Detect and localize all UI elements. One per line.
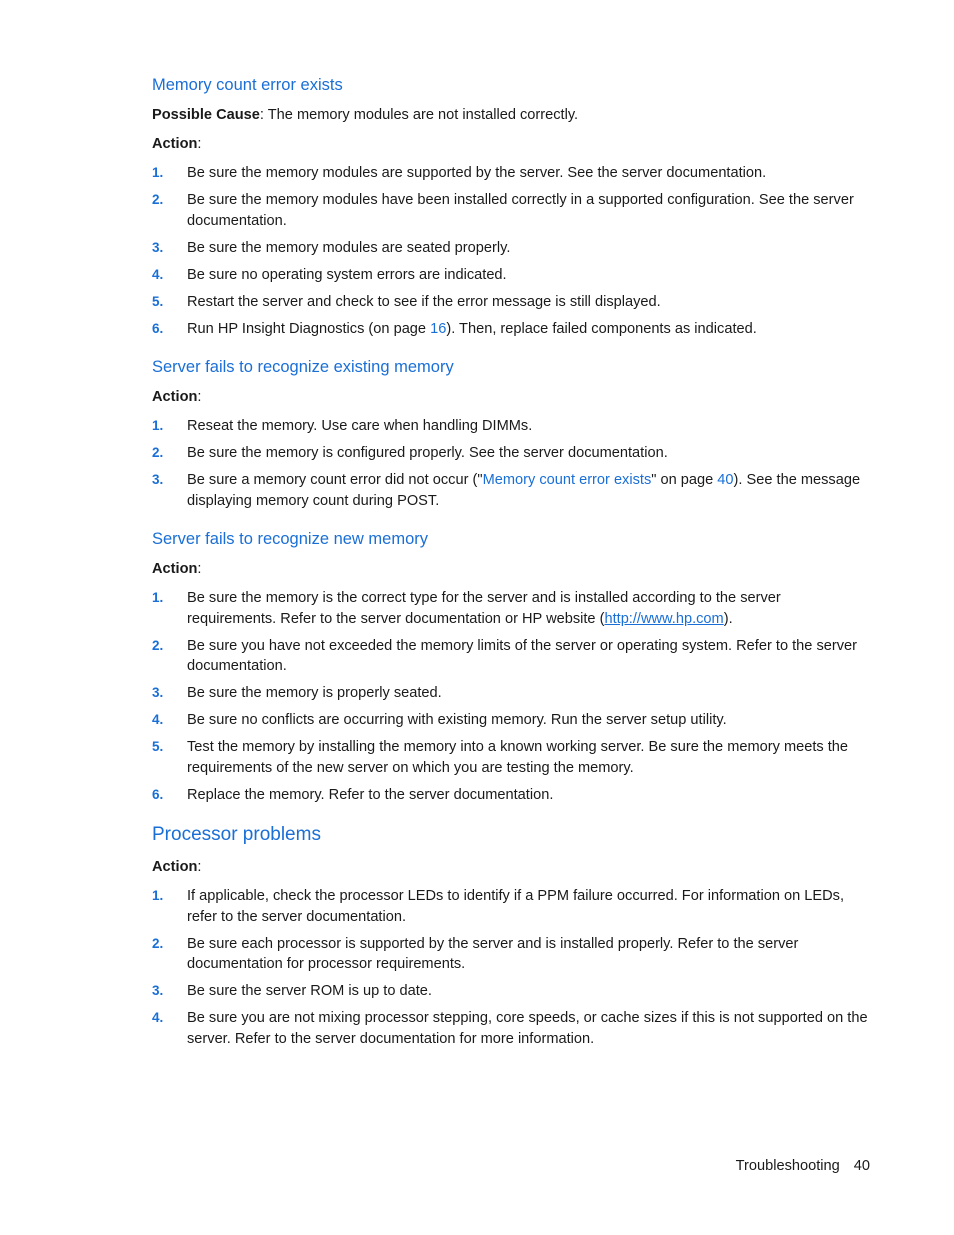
section-existing-memory <box>152 356 872 511</box>
action-label-line <box>152 134 872 154</box>
page-link-40[interactable]: 40 <box>717 472 734 488</box>
page-link-16[interactable]: 16 <box>430 320 447 337</box>
step-number: 6. <box>152 786 164 802</box>
step-text: Be sure no conflicts are occurring with existing memory. Run the server setup utility. <box>187 712 727 728</box>
step-text: Replace the memory. Refer to the server documentation. <box>187 786 554 803</box>
steps-list <box>152 886 872 1049</box>
colon: : <box>197 859 202 875</box>
possible-cause <box>152 105 872 125</box>
action-label: Action <box>152 389 198 405</box>
step-text-post: ). <box>723 610 733 627</box>
list-item <box>152 934 872 975</box>
step-number: 3. <box>152 685 164 700</box>
list-item <box>152 443 872 464</box>
xref-link-memory-count[interactable]: Memory count error exists <box>482 472 652 488</box>
step-number: 5. <box>152 293 164 309</box>
list-item <box>152 981 872 1002</box>
step-number: 2. <box>152 445 164 460</box>
step-text-mid: " on page <box>651 472 718 488</box>
step-number: 4. <box>152 266 164 282</box>
section-heading: Server fails to recognize existing memory <box>152 358 454 376</box>
list-item <box>152 238 872 259</box>
step-text-pre: Be sure the memory is the correct type for the server and is installed according to the server requirements. Refer to the server documentation or HP website ( <box>187 590 781 627</box>
list-item <box>152 636 872 677</box>
cause-label: Possible Cause <box>152 107 260 123</box>
list-item <box>152 886 872 927</box>
step-number: 3. <box>152 983 164 998</box>
action-label-line <box>152 857 872 877</box>
page-footer <box>736 1158 870 1174</box>
step-number: 6. <box>152 320 164 336</box>
step-text: Be sure you are not mixing processor stepping, core speeds, or cache sizes if this is not supported on the server. Refer to the server documentation for more information. <box>187 1010 868 1047</box>
document-page <box>152 74 872 1066</box>
list-item <box>152 710 872 731</box>
step-number: 1. <box>152 418 164 433</box>
step-text: Be sure the memory modules are supported by the server. See the server documentation. <box>187 165 767 181</box>
colon: : <box>197 136 202 152</box>
list-item <box>152 683 872 704</box>
section-memory-count-error <box>152 74 872 339</box>
hp-website-link[interactable]: http://www.hp.com <box>604 610 724 627</box>
list-item <box>152 737 872 778</box>
step-text: Restart the server and check to see if the error message is still displayed. <box>187 293 661 310</box>
action-label: Action <box>152 561 198 577</box>
cause-text: : The memory modules are not installed correctly. <box>259 107 579 123</box>
steps-list <box>152 163 872 339</box>
step-text: Be sure each processor is supported by the server and is installed properly. Refer to the server documentation for processor requirements. <box>187 935 799 972</box>
step-number: 2. <box>152 935 164 951</box>
list-item <box>152 416 872 437</box>
list-item <box>152 292 872 313</box>
action-label-line <box>152 387 872 407</box>
step-text: Be sure the memory modules are seated properly. <box>187 239 511 256</box>
list-item <box>152 470 872 511</box>
step-text: Be sure no operating system errors are indicated. <box>187 266 507 283</box>
section-new-memory <box>152 528 872 805</box>
list-item <box>152 785 872 806</box>
footer-section-title: Troubleshooting <box>735 1158 840 1174</box>
step-number: 3. <box>152 472 164 487</box>
step-text: If applicable, check the processor LEDs to identify if a PPM failure occurred. For information on LEDs, refer to the server documentation. <box>187 888 845 925</box>
steps-list <box>152 588 872 805</box>
list-item <box>152 163 872 184</box>
section-heading: Processor problems <box>152 824 321 845</box>
step-number: 4. <box>152 1010 164 1025</box>
step-text: Be sure the server ROM is up to date. <box>187 983 432 999</box>
list-item <box>152 319 872 340</box>
step-number: 1. <box>152 888 164 903</box>
action-label-line <box>152 559 872 579</box>
section-heading: Server fails to recognize new memory <box>152 530 429 548</box>
step-text-pre: Run HP Insight Diagnostics (on page <box>187 320 431 337</box>
step-text: Reseat the memory. Use care when handling DIMMs. <box>187 418 533 434</box>
step-number: 3. <box>152 239 164 255</box>
step-text: Be sure the memory modules have been installed correctly in a supported configuration. See the server documentation. <box>187 192 854 229</box>
action-label: Action <box>152 859 198 875</box>
list-item <box>152 190 872 231</box>
step-number: 2. <box>152 192 164 207</box>
colon: : <box>197 389 202 405</box>
steps-list <box>152 416 872 511</box>
action-label: Action <box>152 136 198 152</box>
page-number: 40 <box>853 1158 870 1174</box>
colon: : <box>197 561 202 577</box>
step-number: 4. <box>152 712 164 727</box>
step-text-post: ). Then, replace failed components as indicated. <box>446 320 757 337</box>
step-number: 2. <box>152 637 164 653</box>
section-heading: Memory count error exists <box>152 76 343 94</box>
step-text: Be sure the memory is configured properly. See the server documentation. <box>187 445 668 461</box>
step-text: Test the memory by installing the memory into a known working server. Be sure the memory meets the requirements of the new server on which you are testing the memory. <box>187 739 849 776</box>
step-text-post: ). See the message displaying memory count during POST. <box>187 472 861 509</box>
step-text: Be sure the memory is properly seated. <box>187 685 442 701</box>
list-item <box>152 1008 872 1049</box>
list-item <box>152 265 872 286</box>
step-number: 5. <box>152 739 164 754</box>
step-number: 1. <box>152 590 164 605</box>
list-item <box>152 588 872 629</box>
section-processor-problems <box>152 822 872 1049</box>
step-text-pre: Be sure a memory count error did not occur (" <box>187 472 483 488</box>
step-text: Be sure you have not exceeded the memory limits of the server or operating system. Refer to the server documentation. <box>187 637 858 674</box>
step-number: 1. <box>152 165 164 180</box>
